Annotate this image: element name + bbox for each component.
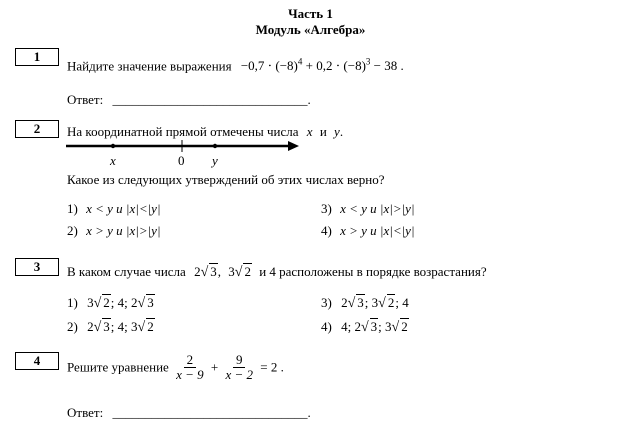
q2-option-3[interactable]: 3) x < y и |x|>|y| — [321, 201, 415, 216]
answer-label: Ответ: — [67, 405, 104, 420]
question-2-number: 2 — [15, 120, 59, 138]
q2-option-4[interactable]: 4) x > y и |x|<|y| — [321, 223, 415, 238]
question-3-number: 3 — [15, 258, 59, 276]
answer-field[interactable]: ______________________________. — [112, 405, 311, 420]
point-x — [111, 144, 115, 148]
question-4-text: Решите уравнение $\frac{2}{x - 9}$ + $\frac{9}{x - 2}$ = 2 . — [67, 352, 284, 382]
question-1-number: 1 — [15, 48, 59, 66]
module-title: Модуль «Алгебра» — [255, 22, 366, 37]
fraction-2: $\frac{9}{x - 2}$ — [225, 352, 254, 382]
q3-option-3[interactable]: 3) 2√ 3; 3√ 2; 4 — [321, 295, 409, 311]
question-4-answer — [67, 405, 311, 421]
axis-label-y: y — [212, 153, 218, 168]
question-2-prompt: На координатной прямой отмечены числа x и y. — [67, 124, 344, 139]
part-title: Часть 1 — [288, 6, 333, 21]
axis-label-x: x — [110, 153, 116, 168]
question-1-prompt: Найдите значение выражения — [67, 58, 232, 74]
question-4-number: 4 — [15, 352, 59, 370]
question-1-expression: $-0,7 \cdot (-8)^4 + 0,2 \cdot (-8)^3 - 38$ . — [240, 57, 404, 74]
answer-label: Ответ: — [67, 92, 104, 107]
question-1-text — [67, 57, 404, 74]
answer-field[interactable]: ______________________________. — [112, 92, 311, 107]
q3-option-2[interactable]: 2) 2√ 3; 4; 3√ 2 — [67, 319, 154, 335]
question-3-prompt: В каком случае числа 2√ 3, 3√ 2 и 4 расположены в порядке возрастания? — [67, 264, 487, 280]
axis-arrow — [288, 141, 299, 151]
point-y — [213, 144, 217, 148]
fraction-1: $\frac{2}{x - 9}$ — [176, 352, 204, 382]
q2-option-2[interactable]: 2) x > y и |x|>|y| — [67, 223, 161, 238]
question-2-question: Какое из следующих утверждений об этих числах верно? — [67, 172, 385, 187]
question-1-answer — [67, 92, 311, 108]
axis-label-zero: 0 — [178, 153, 185, 168]
q3-option-4[interactable]: 4) 4; 2√ 3; 3√ 2 — [321, 319, 408, 335]
q3-option-1[interactable]: 1) 3√ 2; 4; 2√ 3 — [67, 295, 154, 311]
q2-option-1[interactable]: 1) x < y и |x|<|y| — [67, 201, 161, 216]
